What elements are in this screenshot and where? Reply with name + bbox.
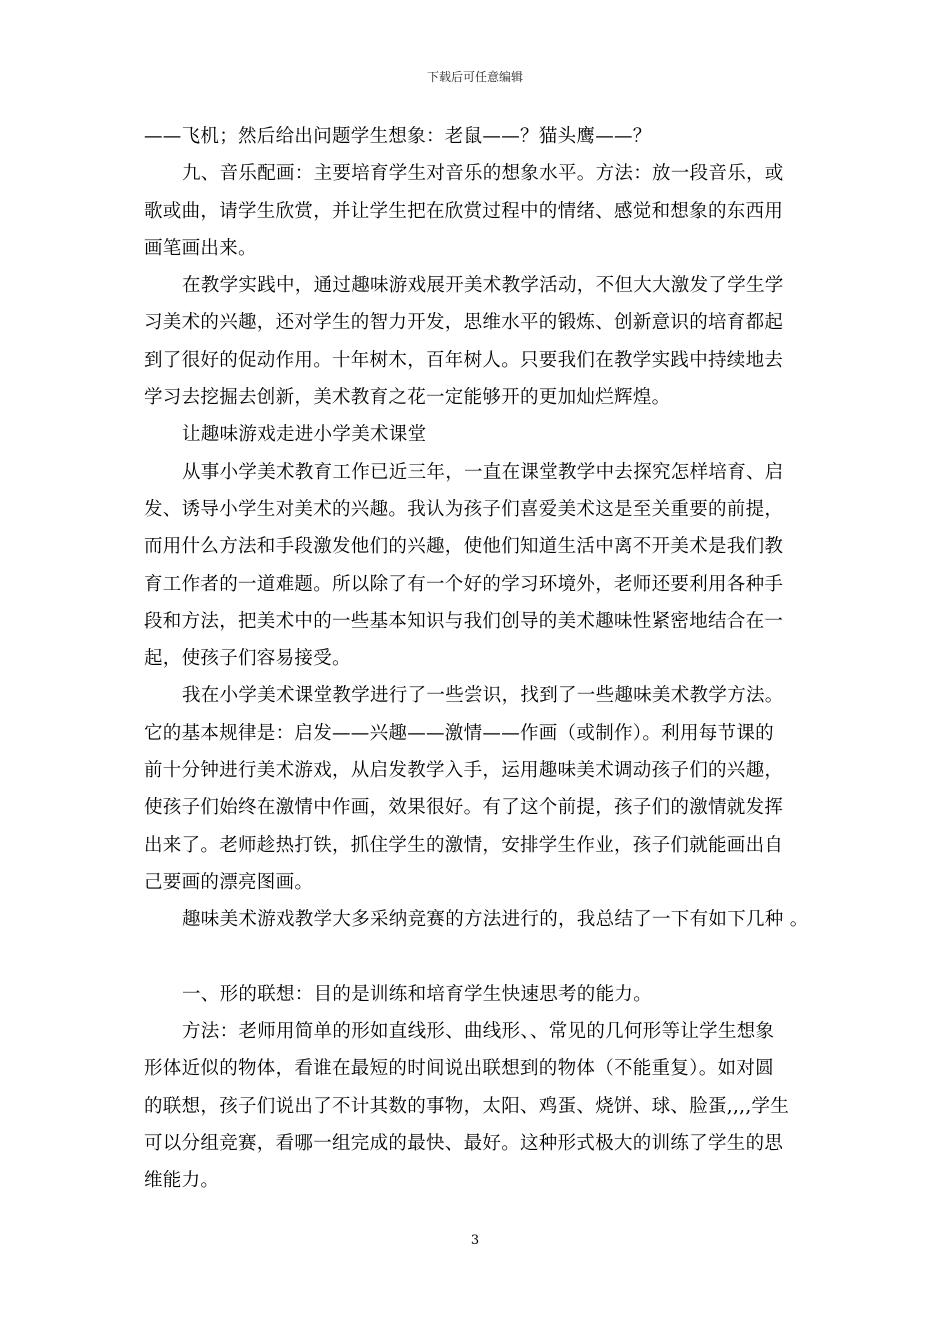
text-line: 起，使孩子们容易接受。 (144, 648, 351, 670)
text-line: 习美术的兴趣，还对学生的智力开发，思维水平的锻炼、创新意识的培育都起 (144, 312, 784, 334)
text-line: 使孩子们始终在激情中作画，效果很好。有了这个前提，孩子们的激情就发挥 (144, 797, 784, 819)
paragraph-line: 在教学实践中，通过趣味游戏展开美术教学活动，不但大大激发了学生学 (182, 275, 784, 297)
text-line: 出来了。老师趁热打铁，抓住学生的激情，安排学生作业，孩子们就能画出自 (144, 834, 784, 856)
paragraph-line: 一、形的联想：目的是训练和培育学生快速思考的能力。 (182, 983, 653, 1005)
paragraph-line: 从事小学美术教育工作已近三年，一直在课堂教学中去探究怎样培育、启 (182, 461, 784, 483)
paragraph-line: 方法：老师用简单的形如直线形、曲线形、、常见的几何形等让学生想象 (182, 1021, 775, 1043)
text-line: 发、诱导小学生对美术的兴趣。我认为孩子们喜爱美术这是至关重要的前提， (144, 498, 784, 520)
paragraph-line: 我在小学美术课堂教学进行了一些尝识，找到了一些趣味美术教学方法。 (182, 685, 784, 707)
paragraph-line: 九、音乐配画：主要培育学生对音乐的想象水平。方法：放一段音乐，或 (182, 163, 784, 185)
text-line: 育工作者的一道难题。所以除了有一个好的学习环境外，老师还要利用各种手 (144, 573, 784, 595)
text-line: 到了很好的促动作用。十年树木，百年树人。只要我们在教学实践中持续地去 (144, 349, 784, 371)
blank-line (144, 939, 808, 976)
text-line: 形体近似的物体，看谁在最短的时间说出联想到的物体（不能重复）。如对圆 (144, 1058, 774, 1080)
page-header: 下载后可任意编辑 (426, 70, 523, 84)
text-line: 己要画的漂亮图画。 (144, 871, 314, 893)
page-number: 3 (470, 1233, 480, 1248)
text-line: 的联想，孩子们说出了不计其数的事物，太阳、鸡蛋、烧饼、球、脸蛋,,,,学生 (144, 1095, 790, 1117)
paragraph-line: 趣味美术游戏教学大多采纳竞赛的方法进行的，我总结了一下有如下几种 。 (182, 909, 809, 931)
text-line: 它的基本规律是：启发——兴趣——激情——作画（或制作）。利用每节课的 (144, 722, 774, 744)
text-line: 学习去挖掘去创新，美术教育之花一定能够开的更加灿烂辉煌。 (144, 387, 671, 409)
body-text (144, 118, 808, 1200)
text-line: 可以分组竞赛，看哪一组完成的最快、最好。这种形式极大的训练了学生的思 (144, 1133, 784, 1155)
text-line: 维能力。 (144, 1170, 220, 1192)
text-line: 歌或曲，请学生欣赏，并让学生把在欣赏过程中的情绪、感觉和想象的东西用 (144, 200, 784, 222)
text-line: 而用什么方法和手段激发他们的兴趣，使他们知道生活中离不开美术是我们教 (144, 536, 784, 558)
text-line: 段和方法，把美术中的一些基本知识与我们创导的美术趣味性紧密地结合在一 (144, 610, 784, 632)
text-line: 前十分钟进行美术游戏，从启发教学入手，运用趣味美术调动孩子们的兴趣， (144, 760, 784, 782)
text-line: ——飞机；然后给出问题学生想象：老鼠——？猫头鹰——？ (144, 126, 652, 147)
text-line: 画笔画出来。 (144, 237, 257, 259)
section-heading: 让趣味游戏走进小学美术课堂 (182, 424, 427, 446)
